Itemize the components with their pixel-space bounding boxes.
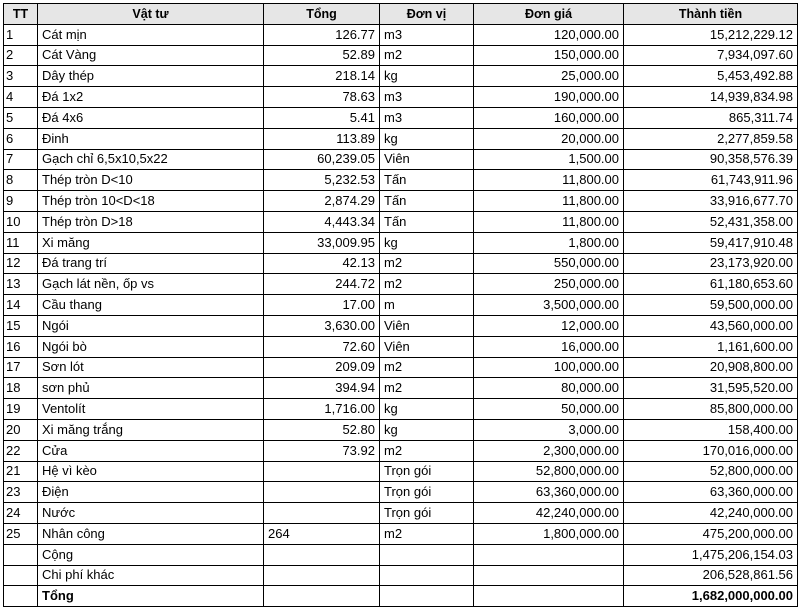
cell-unit: Viên [380,149,474,170]
cell-total [264,482,380,503]
cell-tt: 13 [4,274,38,295]
cell-amount: 20,908,800.00 [624,357,798,378]
cell-tt: 10 [4,211,38,232]
cell-unit: Trọn gói [380,503,474,524]
cell-material: Dây thép [38,66,264,87]
cell-amount: 158,400.00 [624,419,798,440]
cell-unit: m2 [380,357,474,378]
cell-amount: 42,240,000.00 [624,503,798,524]
cell-material: Xi măng [38,232,264,253]
cell-unit [380,586,474,607]
cell-material: Ngói [38,315,264,336]
cell-unit: Trọn gói [380,482,474,503]
cell-amount: 23,173,920.00 [624,253,798,274]
summary-amount: 1,682,000,000.00 [624,586,798,607]
cell-unit [380,565,474,586]
cell-total: 113.89 [264,128,380,149]
cell-material: Đá 1x2 [38,87,264,108]
cell-amount: 85,800,000.00 [624,399,798,420]
table-row [4,191,798,212]
table-row [4,336,798,357]
cell-total: 78.63 [264,87,380,108]
cell-amount: 7,934,097.60 [624,45,798,66]
cell-unit: m2 [380,378,474,399]
cell-unit: m2 [380,523,474,544]
cell-unit: m2 [380,274,474,295]
cell-material: Cát Vàng [38,45,264,66]
cell-tt: 11 [4,232,38,253]
cell-unit: kg [380,399,474,420]
cell-total: 209.09 [264,357,380,378]
cell-total: 126.77 [264,24,380,45]
cell-unit-price [474,565,624,586]
cell-material: Cửa [38,440,264,461]
cell-amount: 43,560,000.00 [624,315,798,336]
table-row [4,440,798,461]
cell-unit-price: 3,000.00 [474,419,624,440]
cell-amount: 59,417,910.48 [624,232,798,253]
cell-unit-price: 80,000.00 [474,378,624,399]
table-row [4,315,798,336]
cell-tt: 19 [4,399,38,420]
cell-total: 264 [264,523,380,544]
cell-tt: 16 [4,336,38,357]
cell-tt: 22 [4,440,38,461]
cell-unit-price: 120,000.00 [474,24,624,45]
cell-unit: m2 [380,45,474,66]
table-row [4,523,798,544]
table-row [4,399,798,420]
cell-unit: m3 [380,107,474,128]
table-row [4,461,798,482]
cell-unit: m2 [380,440,474,461]
cell-amount: 5,453,492.88 [624,66,798,87]
summary-amount: 206,528,861.56 [624,565,798,586]
cell-tt: 24 [4,503,38,524]
table-row [4,149,798,170]
cell-material: Sơn lót [38,357,264,378]
cell-material: Ventolít [38,399,264,420]
cell-tt: 4 [4,87,38,108]
cell-amount: 14,939,834.98 [624,87,798,108]
cell-unit-price: 12,000.00 [474,315,624,336]
cell-unit-price [474,586,624,607]
cell-material: Nước [38,503,264,524]
cell-unit-price: 42,240,000.00 [474,503,624,524]
cell-unit-price: 11,800.00 [474,211,624,232]
cell-total: 218.14 [264,66,380,87]
cell-total: 52.80 [264,419,380,440]
cell-tt: 17 [4,357,38,378]
spreadsheet [3,3,797,604]
cell-amount: 31,595,520.00 [624,378,798,399]
cell-total: 2,874.29 [264,191,380,212]
cell-material: Thép tròn D<10 [38,170,264,191]
cell-unit-price: 2,300,000.00 [474,440,624,461]
cell-material: Gạch chỉ 6,5x10,5x22 [38,149,264,170]
table-row [4,87,798,108]
cell-total: 4,443.34 [264,211,380,232]
cell-unit: Viên [380,336,474,357]
summary-amount: 1,475,206,154.03 [624,544,798,565]
summary-label: Chi phí khác [38,565,264,586]
cell-unit-price: 190,000.00 [474,87,624,108]
cell-tt: 12 [4,253,38,274]
cell-unit-price: 25,000.00 [474,66,624,87]
cell-amount: 61,743,911.96 [624,170,798,191]
table-row [4,45,798,66]
cell-unit-price: 550,000.00 [474,253,624,274]
cell-total: 5,232.53 [264,170,380,191]
cell-total: 33,009.95 [264,232,380,253]
cell-unit-price: 52,800,000.00 [474,461,624,482]
cell-unit-price: 1,500.00 [474,149,624,170]
cell-amount: 52,431,358.00 [624,211,798,232]
cell-material: Gạch lát nền, ốp vs [38,274,264,295]
cell-amount: 2,277,859.58 [624,128,798,149]
table-row [4,170,798,191]
cell-unit-price: 250,000.00 [474,274,624,295]
cell-material: Đá trang trí [38,253,264,274]
cell-tt: 21 [4,461,38,482]
cell-unit: kg [380,419,474,440]
cell-amount: 63,360,000.00 [624,482,798,503]
cell-tt: 15 [4,315,38,336]
cell-total [264,586,380,607]
table-row [4,128,798,149]
cell-unit: Viên [380,315,474,336]
cell-amount: 90,358,576.39 [624,149,798,170]
cell-unit-price: 150,000.00 [474,45,624,66]
table-row [4,295,798,316]
cell-total: 5.41 [264,107,380,128]
cell-tt: 14 [4,295,38,316]
cell-total: 244.72 [264,274,380,295]
cell-amount: 61,180,653.60 [624,274,798,295]
cell-amount: 170,016,000.00 [624,440,798,461]
header-unit-price: Đơn giá [474,4,624,25]
cell-unit: Trọn gói [380,461,474,482]
cell-amount: 1,161,600.00 [624,336,798,357]
cell-unit: kg [380,128,474,149]
table-row [4,66,798,87]
cell-total: 73.92 [264,440,380,461]
summary-label: Tổng [38,586,264,607]
cell-total [264,565,380,586]
table-row [4,357,798,378]
table-row [4,482,798,503]
cell-amount: 52,800,000.00 [624,461,798,482]
table-row [4,253,798,274]
cell-total: 72.60 [264,336,380,357]
cell-unit-price: 100,000.00 [474,357,624,378]
cell-unit-price: 1,800.00 [474,232,624,253]
cell-tt: 5 [4,107,38,128]
cell-material: Thép tròn D>18 [38,211,264,232]
cell-material: Ngói bò [38,336,264,357]
summary-row [4,586,798,607]
cell-total [264,461,380,482]
materials-cost-table [3,3,798,607]
cell-tt: 20 [4,419,38,440]
cell-material: Cát mịn [38,24,264,45]
cell-tt: 6 [4,128,38,149]
cell-unit-price: 1,800,000.00 [474,523,624,544]
summary-row [4,565,798,586]
cell-tt: 25 [4,523,38,544]
cell-unit-price: 3,500,000.00 [474,295,624,316]
cell-material: Cầu thang [38,295,264,316]
table-row [4,107,798,128]
cell-unit-price: 16,000.00 [474,336,624,357]
cell-unit: m [380,295,474,316]
cell-tt [4,565,38,586]
cell-material: Đinh [38,128,264,149]
cell-unit-price: 20,000.00 [474,128,624,149]
cell-amount: 15,212,229.12 [624,24,798,45]
cell-unit: m3 [380,24,474,45]
cell-tt [4,544,38,565]
cell-unit: Tấn [380,191,474,212]
cell-unit: kg [380,66,474,87]
cell-unit: m2 [380,253,474,274]
header-amount: Thành tiền [624,4,798,25]
cell-unit-price: 63,360,000.00 [474,482,624,503]
cell-total: 394.94 [264,378,380,399]
cell-material: Điện [38,482,264,503]
cell-unit-price: 160,000.00 [474,107,624,128]
cell-total: 52.89 [264,45,380,66]
cell-unit-price: 50,000.00 [474,399,624,420]
table-row [4,211,798,232]
summary-row [4,544,798,565]
cell-tt: 23 [4,482,38,503]
cell-amount: 59,500,000.00 [624,295,798,316]
cell-tt: 8 [4,170,38,191]
cell-tt: 7 [4,149,38,170]
cell-material: sơn phủ [38,378,264,399]
cell-material: Thép tròn 10<D<18 [38,191,264,212]
cell-unit: Tấn [380,170,474,191]
cell-total: 1,716.00 [264,399,380,420]
cell-unit-price: 11,800.00 [474,191,624,212]
header-tt: TT [4,4,38,25]
cell-tt: 1 [4,24,38,45]
cell-material: Xi măng trắng [38,419,264,440]
table-row [4,378,798,399]
cell-unit: Tấn [380,211,474,232]
header-total: Tổng [264,4,380,25]
cell-total: 42.13 [264,253,380,274]
cell-tt: 18 [4,378,38,399]
cell-total: 3,630.00 [264,315,380,336]
header-row [4,4,798,25]
summary-label: Cộng [38,544,264,565]
cell-tt: 9 [4,191,38,212]
cell-unit: kg [380,232,474,253]
cell-tt: 3 [4,66,38,87]
cell-unit-price: 11,800.00 [474,170,624,191]
cell-total [264,544,380,565]
cell-amount: 475,200,000.00 [624,523,798,544]
cell-unit [380,544,474,565]
cell-material: Hệ vì kèo [38,461,264,482]
cell-total [264,503,380,524]
table-row [4,503,798,524]
cell-material: Đá 4x6 [38,107,264,128]
cell-total: 17.00 [264,295,380,316]
cell-unit-price [474,544,624,565]
cell-material: Nhân công [38,523,264,544]
cell-amount: 865,311.74 [624,107,798,128]
header-material: Vật tư [38,4,264,25]
cell-unit: m3 [380,87,474,108]
table-row [4,419,798,440]
table-row [4,24,798,45]
table-row [4,274,798,295]
header-unit: Đơn vị [380,4,474,25]
cell-tt: 2 [4,45,38,66]
cell-tt [4,586,38,607]
cell-total: 60,239.05 [264,149,380,170]
table-row [4,232,798,253]
cell-amount: 33,916,677.70 [624,191,798,212]
